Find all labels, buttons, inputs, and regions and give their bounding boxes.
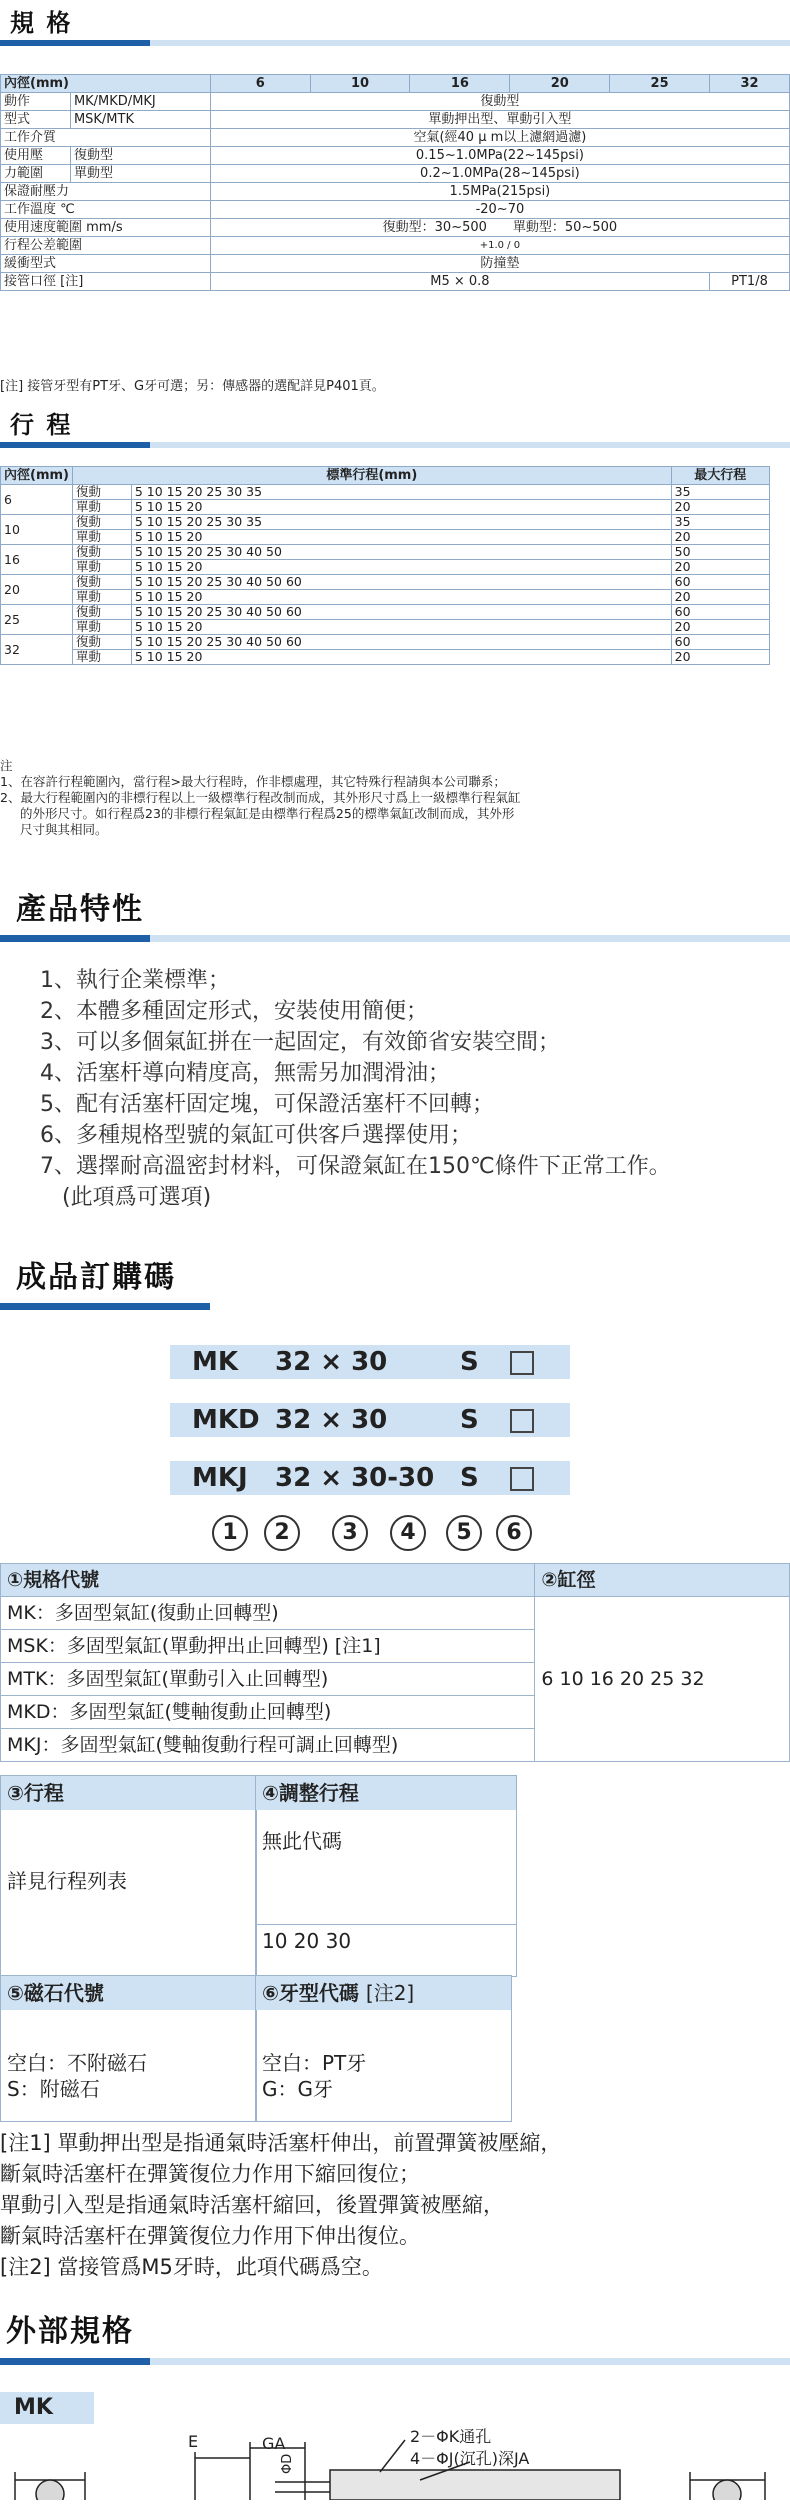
code-s: S bbox=[460, 1463, 479, 1493]
code-circles bbox=[0, 1515, 790, 1555]
stroke-max: 60 bbox=[671, 575, 769, 590]
stroke-bore: 10 bbox=[1, 515, 73, 545]
stroke-note-2: 2、最大行程範圍內的非標行程以上一級標準行程改制而成，其外形尺寸爲上一級標準行程氣缸 bbox=[0, 790, 521, 805]
stroke-max: 20 bbox=[671, 590, 769, 605]
spec-row bbox=[1, 237, 790, 255]
stroke-type: 復動 bbox=[72, 515, 131, 530]
dim-e: E bbox=[188, 2432, 199, 2451]
spec-value: 防撞墊 bbox=[210, 255, 789, 273]
stroke-header-max: 最大行程 bbox=[671, 467, 769, 485]
spec-sublabel: MK/MKD/MKJ bbox=[70, 93, 210, 111]
spec-header-32: 32 bbox=[710, 75, 790, 93]
stroke-title: 行 程 bbox=[10, 411, 73, 439]
code-model: MK bbox=[192, 1347, 239, 1377]
spec-value: 空氣(經40 μ m以上濾網過濾) bbox=[210, 129, 789, 147]
spec-label: 工作介質 bbox=[1, 129, 211, 147]
spec-value: 復動型：30~500 單動型：50~500 bbox=[210, 219, 789, 237]
order-code-mk bbox=[170, 1345, 570, 1379]
spec-code-item: MK：多固型氣缸(復動止回轉型) bbox=[1, 1597, 535, 1630]
feature-item: 7、選擇耐高溫密封材料，可保證氣缸在150℃條件下正常工作。 bbox=[40, 1154, 671, 1179]
stroke-type: 單動 bbox=[72, 530, 131, 545]
order-note-line: [注1] 單動押出型是指通氣時活塞杆伸出，前置彈簧被壓縮， bbox=[0, 2131, 562, 2155]
spec-value: 單動押出型、單動引入型 bbox=[210, 111, 789, 129]
stroke-max: 20 bbox=[671, 500, 769, 515]
stroke-std: 5 10 15 20 25 30 35 bbox=[131, 515, 671, 530]
spec-sublabel: 復動型 bbox=[70, 147, 210, 165]
stroke-note-1: 1、在容許行程範圍內，當行程>最大行程時，作非標處理，其它特殊行程請與本公司聯系； bbox=[0, 774, 506, 789]
circle-3: 3 bbox=[332, 1515, 368, 1551]
stroke-type: 復動 bbox=[72, 605, 131, 620]
circle-2: 2 bbox=[264, 1515, 300, 1551]
thread-code-box bbox=[255, 1975, 512, 2122]
dim-j: 4－ΦJ(沉孔)深JA bbox=[410, 2449, 530, 2468]
spec-label: 接管口徑 [注] bbox=[1, 273, 211, 291]
stroke-type: 單動 bbox=[72, 620, 131, 635]
magnet-code-head: ⑤磁石代號 bbox=[1, 1976, 256, 2010]
stroke-type: 單動 bbox=[72, 500, 131, 515]
magnet-code-box bbox=[0, 1975, 257, 2122]
spec-label: 型式 bbox=[1, 111, 71, 129]
stroke-std: 5 10 15 20 25 30 35 bbox=[131, 485, 671, 500]
stroke-table bbox=[0, 466, 770, 665]
bore-head: ②缸徑 bbox=[535, 1564, 790, 1597]
spec-code-head: ①規格代號 bbox=[1, 1564, 535, 1597]
dim-ga: GA bbox=[262, 2434, 286, 2453]
circle-5: 5 bbox=[446, 1515, 482, 1551]
spec-label: 力範圍 bbox=[1, 165, 71, 183]
spec-value: +1.0 / 0 bbox=[210, 237, 789, 255]
stroke-header-row bbox=[1, 467, 770, 485]
spec-label: 使用壓 bbox=[1, 147, 71, 165]
stroke-bore: 6 bbox=[1, 485, 73, 515]
spec-label: 行程公差範圍 bbox=[1, 237, 211, 255]
dim-k: 2－ΦK通孔 bbox=[410, 2427, 492, 2446]
code-size: 32 × 30-30 bbox=[275, 1463, 435, 1493]
spec-header-6: 6 bbox=[210, 75, 310, 93]
dim-d: ΦD bbox=[280, 2453, 295, 2474]
bore-values: 6 10 16 20 25 32 bbox=[535, 1597, 790, 1762]
feature-item: 6、多種規格型號的氣缸可供客戶選擇使用； bbox=[40, 1123, 472, 1148]
stroke-code-head: ③行程 bbox=[1, 1776, 256, 1810]
stroke-max: 60 bbox=[671, 635, 769, 650]
stroke-bore: 25 bbox=[1, 605, 73, 635]
thread-code-note: [注2] bbox=[365, 1981, 415, 2005]
stroke-max: 35 bbox=[671, 515, 769, 530]
code-size: 32 × 30 bbox=[275, 1347, 388, 1377]
external-tab-mk: MK bbox=[0, 2392, 94, 2424]
spec-label: 保證耐壓力 bbox=[1, 183, 211, 201]
spec-row bbox=[1, 129, 790, 147]
stroke-type: 單動 bbox=[72, 560, 131, 575]
stroke-header-std: 標準行程(mm) bbox=[72, 467, 671, 485]
stroke-type: 復動 bbox=[72, 485, 131, 500]
spec-label: 緩衝型式 bbox=[1, 255, 211, 273]
spec-value: M5 × 0.8 bbox=[210, 273, 709, 291]
spec-label: 使用速度範圍 mm/s bbox=[1, 219, 211, 237]
spec-header-10: 10 bbox=[310, 75, 410, 93]
order-code-mkj bbox=[170, 1461, 570, 1495]
stroke-type: 復動 bbox=[72, 635, 131, 650]
stroke-type: 復動 bbox=[72, 575, 131, 590]
stroke-std: 5 10 15 20 bbox=[131, 590, 671, 605]
code-option-box bbox=[510, 1351, 534, 1375]
spec-row bbox=[1, 273, 790, 291]
thread-code-head: ⑥牙型代碼 bbox=[262, 1981, 359, 2005]
external-title: 外部規格 bbox=[6, 2314, 134, 2349]
stroke-type: 單動 bbox=[72, 590, 131, 605]
stroke-max: 35 bbox=[671, 485, 769, 500]
spec-sublabel: MSK/MTK bbox=[70, 111, 210, 129]
spec-code-item: MKD：多固型氣缸(雙軸復動止回轉型) bbox=[1, 1696, 535, 1729]
circle-4: 4 bbox=[390, 1515, 426, 1551]
features-title: 產品特性 bbox=[16, 892, 144, 927]
stroke-std: 5 10 15 20 25 30 40 50 60 bbox=[131, 575, 671, 590]
spec-title-bar bbox=[0, 40, 790, 46]
adjust-code-body: 無此代碼 bbox=[262, 1829, 342, 1853]
spec-code-table bbox=[0, 1563, 790, 1762]
order-notes bbox=[0, 2128, 561, 2283]
spec-value: -20~70 bbox=[210, 201, 789, 219]
spec-header-16: 16 bbox=[410, 75, 510, 93]
spec-sublabel: 單動型 bbox=[70, 165, 210, 183]
features-title-bar bbox=[0, 935, 790, 942]
spec-value: 0.15~1.0MPa(22~145psi) bbox=[210, 147, 789, 165]
order-note-line: 斷氣時活塞杆在彈簧復位力作用下伸出復位。 bbox=[0, 2224, 420, 2248]
stroke-std: 5 10 15 20 25 30 40 50 60 bbox=[131, 635, 671, 650]
feature-item: 3、可以多個氣缸拼在一起固定，有效節省安裝空間； bbox=[40, 1030, 560, 1055]
spec-title: 規 格 bbox=[10, 9, 73, 37]
code-size: 32 × 30 bbox=[275, 1405, 388, 1435]
stroke-std: 5 10 15 20 25 30 40 50 60 bbox=[131, 605, 671, 620]
stroke-note-2-end: 尺寸與其相同。 bbox=[20, 822, 108, 837]
magnet-code-blank: 空白：不附磁石 bbox=[7, 2051, 147, 2075]
stroke-title-bar bbox=[0, 442, 790, 448]
adjust-code-box bbox=[255, 1775, 517, 1977]
stroke-std: 5 10 15 20 bbox=[131, 500, 671, 515]
spec-table bbox=[0, 74, 790, 291]
features-list bbox=[40, 965, 671, 1213]
stroke-max: 50 bbox=[671, 545, 769, 560]
feature-item: 5、配有活塞杆固定塊，可保證活塞杆不回轉； bbox=[40, 1092, 494, 1117]
stroke-max: 20 bbox=[671, 620, 769, 635]
adjust-code-values: 10 20 30 bbox=[256, 1924, 516, 1957]
spec-code-item: MKJ：多固型氣缸(雙軸復動行程可調止回轉型) bbox=[1, 1729, 535, 1762]
spec-value: 0.2~1.0MPa(28~145psi) bbox=[210, 165, 789, 183]
spec-value: 1.5MPa(215psi) bbox=[210, 183, 789, 201]
external-title-bar bbox=[0, 2358, 790, 2365]
stroke-std: 5 10 15 20 bbox=[131, 650, 671, 665]
feature-item: 1、執行企業標準； bbox=[40, 968, 230, 993]
stroke-bore: 32 bbox=[1, 635, 73, 665]
stroke-note-label: 注 bbox=[0, 758, 13, 773]
circle-6: 6 bbox=[496, 1515, 532, 1551]
order-title: 成品訂購碼 bbox=[16, 1260, 176, 1295]
code-option-box bbox=[510, 1409, 534, 1433]
spec-row bbox=[1, 219, 790, 237]
circle-1: 1 bbox=[212, 1515, 248, 1551]
thread-code-pt: 空白：PT牙 bbox=[262, 2051, 367, 2075]
stroke-header-bore: 內徑(mm) bbox=[1, 467, 73, 485]
code-model: MKD bbox=[192, 1405, 260, 1435]
code-option-box bbox=[510, 1467, 534, 1491]
feature-item: 4、活塞杆導向精度高，無需另加潤滑油； bbox=[40, 1061, 450, 1086]
order-note-line: 單動引入型是指通氣時活塞杆縮回，後置彈簧被壓縮， bbox=[0, 2193, 504, 2217]
feature-item: (此項爲可選項) bbox=[62, 1185, 212, 1210]
spec-row bbox=[1, 147, 790, 165]
stroke-max: 20 bbox=[671, 560, 769, 575]
stroke-type: 復動 bbox=[72, 545, 131, 560]
spec-code-item: MSK：多固型氣缸(單動押出止回轉型) [注1] bbox=[1, 1630, 535, 1663]
stroke-std: 5 10 15 20 bbox=[131, 560, 671, 575]
spec-code-item: MTK：多固型氣缸(單動引入止回轉型) bbox=[1, 1663, 535, 1696]
magnet-code-s: S：附磁石 bbox=[7, 2077, 100, 2101]
stroke-notes bbox=[0, 758, 790, 838]
feature-item: 2、本體多種固定形式，安裝使用簡便； bbox=[40, 999, 428, 1024]
cylinder-drawing bbox=[0, 2432, 790, 2500]
stroke-std: 5 10 15 20 bbox=[131, 620, 671, 635]
spec-label: 工作溫度 ℃ bbox=[1, 201, 211, 219]
spec-row bbox=[1, 201, 790, 219]
spec-header-20: 20 bbox=[510, 75, 610, 93]
spec-header-25: 25 bbox=[610, 75, 710, 93]
external-drawing bbox=[0, 2427, 790, 2500]
stroke-std: 5 10 15 20 25 30 40 50 bbox=[131, 545, 671, 560]
spec-row bbox=[1, 93, 790, 111]
spec-header-row bbox=[1, 75, 790, 93]
spec-note: [注] 接管牙型有PT牙、G牙可選；另：傳感器的選配詳見P401頁。 bbox=[0, 379, 385, 394]
spec-row bbox=[1, 183, 790, 201]
stroke-bore: 16 bbox=[1, 545, 73, 575]
adjust-code-head: ④調整行程 bbox=[256, 1776, 516, 1810]
spec-row bbox=[1, 255, 790, 273]
code-model: MKJ bbox=[192, 1463, 248, 1493]
code-s: S bbox=[460, 1347, 479, 1377]
stroke-max: 20 bbox=[671, 530, 769, 545]
stroke-code-body: 詳見行程列表 bbox=[7, 1869, 127, 1893]
spec-label: 動作 bbox=[1, 93, 71, 111]
code-s: S bbox=[460, 1405, 479, 1435]
stroke-note-2-cont: 的外形尺寸。如行程爲23的非標行程氣缸是由標準行程爲25的標準氣缸改制而成，其外形 bbox=[20, 806, 515, 821]
stroke-max: 60 bbox=[671, 605, 769, 620]
order-code-mkd bbox=[170, 1403, 570, 1437]
stroke-type: 單動 bbox=[72, 650, 131, 665]
stroke-std: 5 10 15 20 bbox=[131, 530, 671, 545]
thread-code-g: G：G牙 bbox=[262, 2077, 333, 2101]
spec-value: 復動型 bbox=[210, 93, 789, 111]
stroke-bore: 20 bbox=[1, 575, 73, 605]
spec-row bbox=[1, 111, 790, 129]
spec-value-pt: PT1/8 bbox=[710, 273, 790, 291]
stroke-max: 20 bbox=[671, 650, 769, 665]
spec-row bbox=[1, 165, 790, 183]
order-title-bar bbox=[0, 1303, 210, 1310]
order-note-line: [注2] 當接管爲M5牙時，此項代碼爲空。 bbox=[0, 2255, 383, 2279]
stroke-code-box bbox=[0, 1775, 257, 1977]
spec-header-bore: 內徑(mm) bbox=[1, 75, 211, 93]
order-note-line: 斷氣時活塞杆在彈簧復位力作用下縮回復位； bbox=[0, 2162, 420, 2186]
